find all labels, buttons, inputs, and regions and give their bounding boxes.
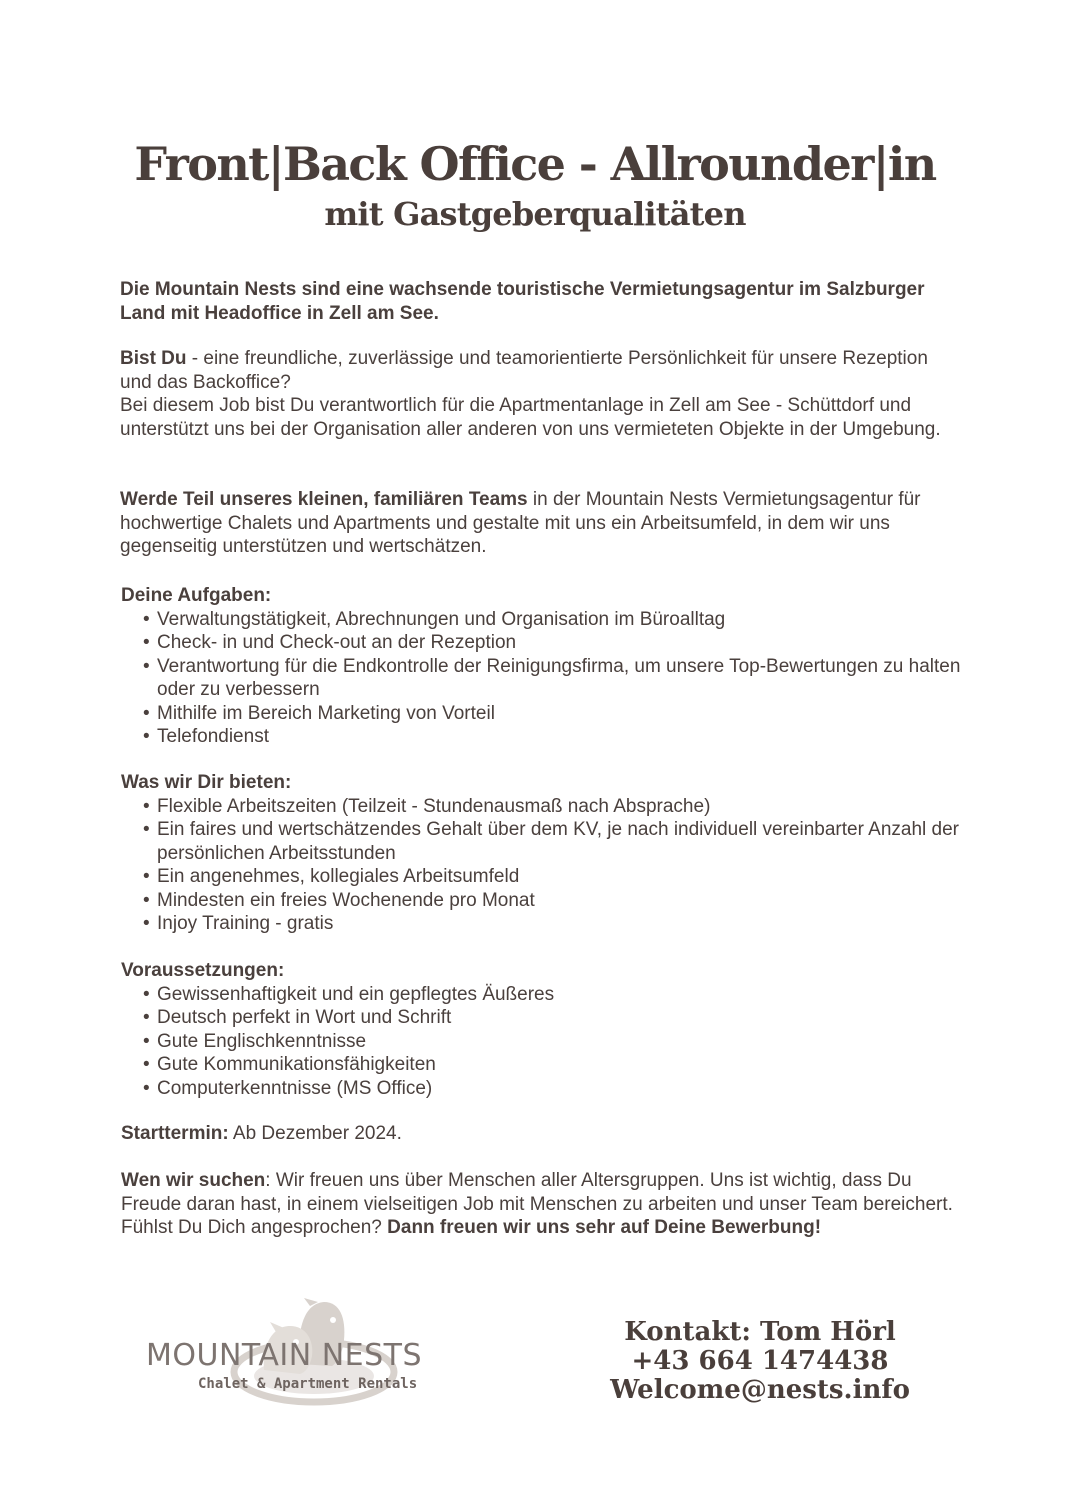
list-item: • Injoy Training - gratis [143,913,334,934]
who-text-2: Fühlst Du Dich angesprochen? [121,1217,388,1238]
list-item: • Ein angenehmes, kollegiales Arbeitsumfeld [143,866,520,887]
requirements-heading: Voraussetzungen: [121,960,285,981]
description-text: - eine freundliche, zuverlässige und teamorientierte Persönlichkeit für unsere Rezeption und das Backoffice? [120,348,928,393]
tasks-heading: Deine Aufgaben: [121,585,272,606]
start-label: Starttermin: [121,1123,229,1144]
mountain-nests-logo [140,1292,450,1412]
description-lead: Bist Du [120,348,187,369]
offer-section [121,771,961,936]
list-item: • Gute Englischkenntnisse [143,1030,367,1052]
requirements-list [121,983,961,1101]
list-item: • Verantwortung für die Endkontrolle der Reinigungsfirma, um unsere Top-Bewertungen zu halten oder zu verbessern [143,655,961,700]
logo-tagline: Chalet & Apartment Rentals [198,1376,418,1392]
list-item: • Flexible Arbeitszeiten (Teilzeit - Stundenausmaß nach Absprache) [143,795,711,817]
who-paragraph [121,1169,961,1240]
start-value: Ab Dezember 2024. [228,1123,402,1144]
contact-email: Welcome@nests.info [610,1375,910,1405]
contact-person: Kontakt: Tom Hörl [624,1317,896,1347]
list-item: • Telefondienst [143,726,269,747]
closing-line: Dann freuen wir uns sehr auf Deine Bewerbung! [387,1217,822,1238]
page-subtitle: mit Gastgeberqualitäten [324,195,746,233]
description-paragraph [120,347,960,441]
list-item: • Gewissenhaftigkeit und ein gepflegtes Äußeres [143,983,555,1005]
list-item: • Computerkenntnisse (MS Office) [143,1077,433,1099]
offer-heading: Was wir Dir bieten: [121,772,292,793]
page-title: Front|Back Office - Allrounder|in [134,137,936,191]
logo-wordmark: MOUNTAIN NESTS [146,1338,423,1373]
list-item: • Verwaltungstätigkeit, Abrechnungen und Organisation im Büroalltag [143,608,726,630]
team-lead: Werde Teil unseres kleinen, familiären Teams [120,489,528,510]
description-text-2: Bei diesem Job bist Du verantwortlich für die Apartmentanlage in Zell am See - Schüttdorf und unterstützt uns bei der Organisation aller anderen von uns vermieteten Objekte in der Umgebung. [120,395,941,440]
tasks-list [121,608,961,749]
list-item: • Gute Kommunikationsfähigkeiten [143,1054,436,1075]
list-item: • Mithilfe im Bereich Marketing von Vorteil [143,702,495,724]
contact-block [600,1318,920,1405]
list-item: • Ein faires und wertschätzendes Gehalt über dem KV, je nach individuell vereinbarter Anzahl der persönlichen Arbeitsstunden [143,819,959,864]
tasks-section [121,584,961,749]
requirements-section [121,959,961,1100]
who-label: Wen wir suchen [121,1170,266,1191]
contact-phone: +43 664 1474438 [631,1346,889,1376]
team-text: in der Mountain Nests Vermietungsagentur für hochwertige Chalets und Apartments und gestalte mit uns ein Arbeitsumfeld, in dem wir uns gegenseitig unterstützen und wertschätzen. [120,489,921,557]
intro-paragraph: Die Mountain Nests sind eine wachsende touristische Vermietungsagentur im Salzburger Land mit Headoffice in Zell am See. [120,279,925,324]
team-paragraph [120,488,960,559]
list-item: • Deutsch perfekt in Wort und Schrift [143,1007,452,1028]
list-item: • Check- in und Check-out an der Rezeption [143,632,517,653]
who-text: : Wir freuen uns über Menschen aller Altersgruppen. Uns ist wichtig, dass Du Freude daran hast, in einem vielseitigen Job mit Menschen zu arbeiten und unser Team bereichert. [121,1170,953,1215]
list-item: • Mindesten ein freies Wochenende pro Monat [143,889,535,911]
start-date [121,1122,961,1146]
offer-list [121,795,961,936]
